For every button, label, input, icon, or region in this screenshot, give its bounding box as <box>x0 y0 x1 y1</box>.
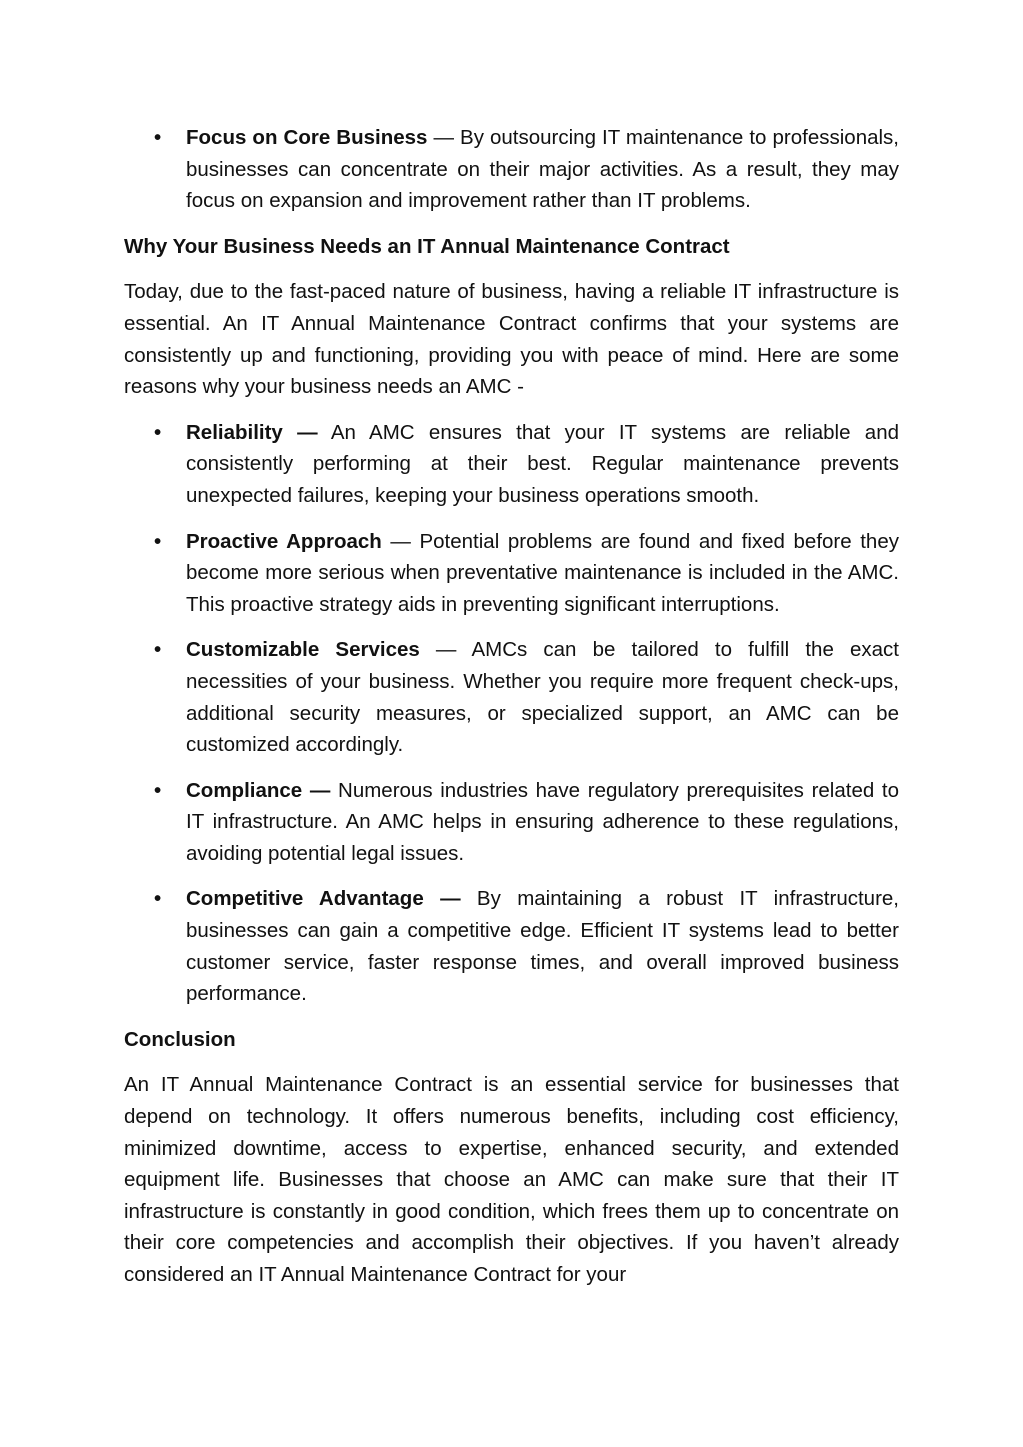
bullet-icon: • <box>154 778 162 802</box>
list-item <box>124 634 899 760</box>
section-intro: Today, due to the fast-paced nature of business, having a reliable IT infrastructure is essential. An IT Annual Maintenance Contract confirms that your systems are consistently up and functioning, providing you with peace of mind. Here are some reasons why your business needs an AMC - <box>124 280 899 399</box>
list-item <box>124 883 899 1009</box>
list-item-text: — By outsourcing IT maintenance to professionals, businesses can concentrate on their major activities. As a result, they may focus on expansion and improvement rather than IT problems. <box>186 126 899 213</box>
conclusion-heading: Conclusion <box>124 1027 236 1051</box>
section-heading: Why Your Business Needs an IT Annual Maintenance Contract <box>124 234 730 258</box>
list-item-text: — AMCs can be tailored to fulfill the exact necessities of your business. Whether you require more frequent check-ups, additional security measures, or specialized support, an AMC can be customized accordingly. <box>186 638 899 757</box>
list-item <box>124 775 899 870</box>
list-item-term: Competitive Advantage — <box>186 887 461 911</box>
list-item-term: Proactive Approach <box>186 529 382 553</box>
bullet-icon: • <box>154 638 162 662</box>
list-item-term: Reliability — <box>186 420 318 444</box>
bullet-icon: • <box>154 887 162 911</box>
list-item-term: Focus on Core Business <box>186 126 428 149</box>
list-item <box>124 526 899 621</box>
conclusion-text: An IT Annual Maintenance Contract is an essential service for businesses that depend on technology. It offers numerous benefits, including cost efficiency, minimized downtime, access to expertise, enhanced security, and extended equipment life. Businesses that choose an AMC can make sure that their IT infrastructure is constantly in good condition, which frees them up to concentrate on their core competencies and accomplish their objectives. If you haven’t already considered an IT Annual Maintenance Contract for your <box>124 1073 899 1286</box>
benefits-list <box>124 122 899 217</box>
bullet-icon: • <box>154 420 162 444</box>
list-item <box>124 417 899 512</box>
list-item-term: Customizable Services <box>186 638 420 662</box>
document-page <box>124 122 899 1291</box>
list-item-text: Numerous industries have regulatory prerequisites related to IT infrastructure. An AMC helps in ensuring adherence to these regulations, avoiding potential legal issues. <box>186 778 900 865</box>
list-item <box>124 122 899 217</box>
list-item-text: By maintaining a robust IT infrastructure, businesses can gain a competitive edge. Efficient IT systems lead to better customer service, faster response times, and overall improved business performance. <box>186 887 899 1006</box>
bullet-icon: • <box>154 529 162 553</box>
list-item-text: — Potential problems are found and fixed before they become more serious when preventative maintenance is included in the AMC. This proactive strategy aids in preventing significant interruptions. <box>186 529 899 616</box>
bullet-icon: • <box>154 126 162 149</box>
reasons-list <box>124 417 899 1010</box>
list-item-text: An AMC ensures that your IT systems are reliable and consistently performing at their best. Regular maintenance prevents unexpected failures, keeping your business operations smooth. <box>186 420 899 507</box>
list-item-term: Compliance — <box>186 778 331 802</box>
